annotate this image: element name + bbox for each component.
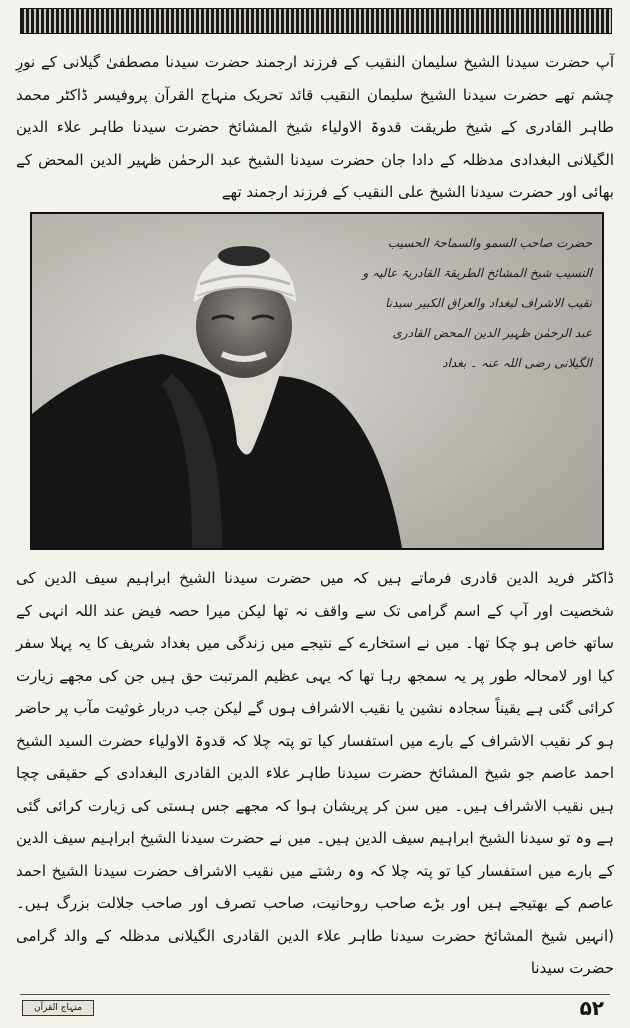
caption-line: حضرت صاحب السمو والسماحۃ الحسیب [387,236,592,250]
footer-divider [20,994,610,995]
caption-line: عبد الرحمٰن ظہیر الدین المحض القادری [392,326,592,340]
portrait-photo [30,212,604,550]
article-paragraph-narrative: ڈاکٹر فرید الدین قادری فرماتے ہیں کہ میں حضرت سیدنا الشیخ ابراہیم سیف الدین کی شخصیت اور آپ کے اسم گرامی تک سے واقف نہ تھا لیکن میرا حصہ فیض عند اللہ انہی کے ساتھ خاص ہو چکا تھا۔ میں نے استخارے کے نتیجے میں زندگی میں بغداد شریف کا یہ پہلا سفر کیا اور لامحالہ طور پر یہ سمجھ رہا تھا کہ یہی عظیم المرتبت حق ہیں جن کی مجھے زیارت کرائی گئی ہے یقیناً سجادہ نشین یا نقیب الاشراف ہوں گے لیکن جب دربار غوثیت مآب پر حاضر ہو کر نقیب الاشراف کے بارے میں استفسار کیا تو پتہ چلا کہ قدوۃ الاولیاء حضرت السید الشیخ احمد عاصم جو شیخ المشائخ حضرت سیدنا طاہر علاء الدین القادری البغدادی کے حقیقی چچا ہیں نقیب الاشراف ہیں۔ میں سن کر پریشان ہوا کہ مجھے جس ہستی کی زیارت کرائی گئی ہے وہ تو سیدنا الشیخ ابراہیم سیف الدین ہیں۔ میں نے حضرت سیدنا الشیخ ابراہیم سیف الدین کے بارے میں استفسار کیا تو پتہ چلا کہ وہ رشتے میں نقیب الاشراف حضرت سیدنا الشیخ احمد عاصم کے بھتیجے ہیں اور بڑے صاحب روحانیت، صاحب تصرف اور صاحب جلالت بزرگ ہیں۔ (انہیں شیخ المشائخ حضرت سیدنا طاہر علاء الدین القادری الگیلانی مدظلہ کے والد گرامی حضرت سیدنا [16,569,614,977]
photo-caption [362,228,592,378]
page-number: ۵۲ [579,996,604,1020]
article-paragraph-intro: آپ حضرت سیدنا الشیخ سلیمان النقیب کے فرزند ارجمند حضرت سیدنا مصطفیٰ گیلانی کے نورِ چشم تھے حضرت سیدنا الشیخ سلیمان النقیب قائد تحریک منہاج القرآن پروفیسر ڈاکٹر محمد طاہر القادری کے شیخ طریقت قدوۃ الاولیاء شیخ المشائخ حضرت سیدنا طاہر علاء الدین الگیلانی البغدادی مدظلہ کے دادا جان حضرت سیدنا الشیخ عبد الرحمٰن ظہیر الدین المحض کے بھائی اور حضرت سیدنا الشیخ علی النقیب کے فرزند ارجمند تھے [16,53,614,201]
decorative-header-border [20,8,612,34]
publication-logo: منہاج القرآن [22,1000,94,1016]
caption-line: نقیب الاشراف لبغداد والعراق الکبیر سیدنا [385,296,592,310]
caption-line: الگیلانی رضی اللہ عنہ ۔ بغداد [442,356,592,370]
caption-line: النسیب شیخ المشائخ الطریقۃ القادریۃ عالیہ و [362,266,592,280]
